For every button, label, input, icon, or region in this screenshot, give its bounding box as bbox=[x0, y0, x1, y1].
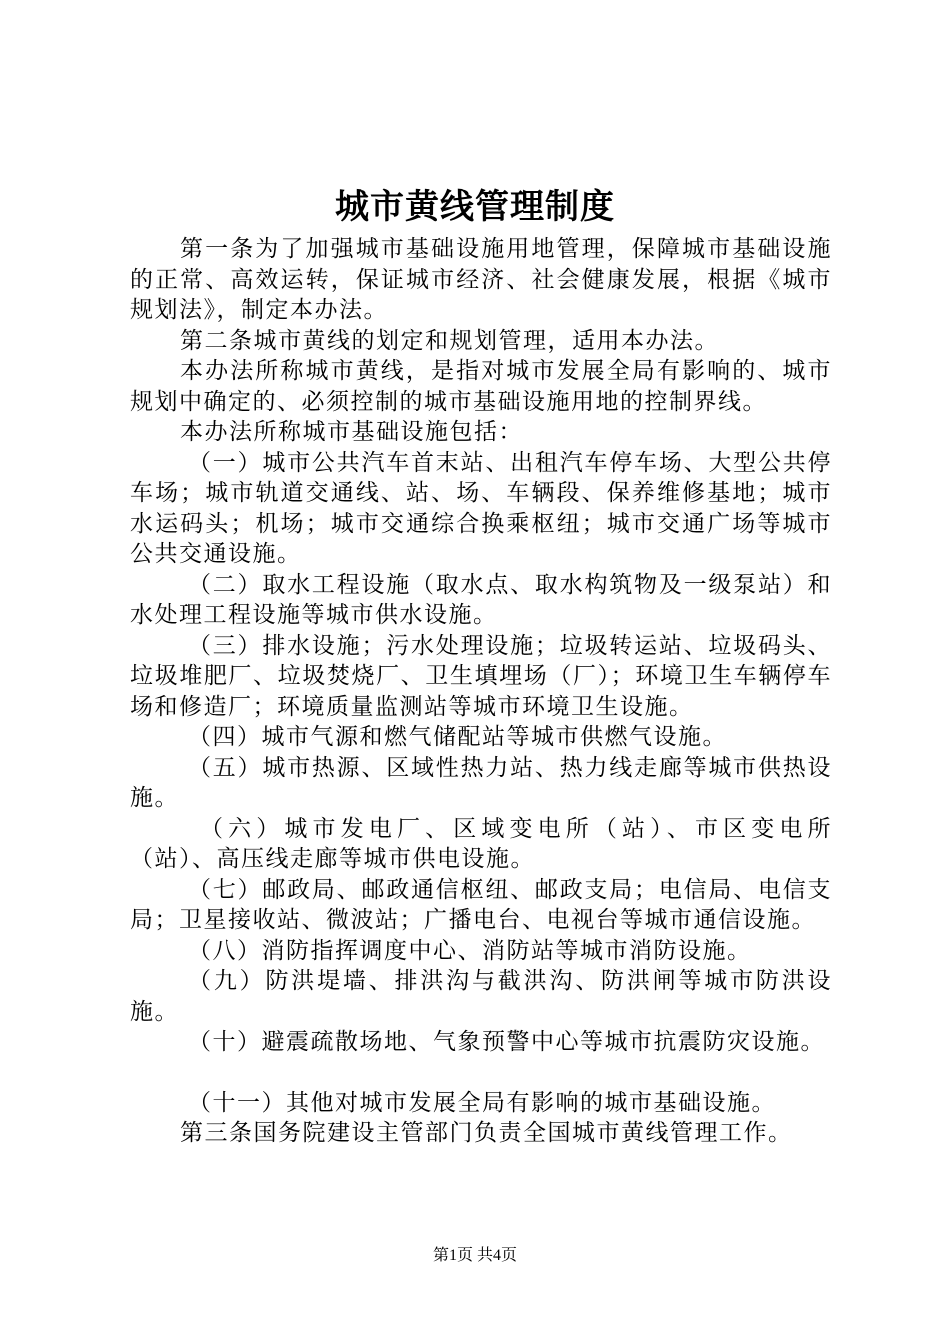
document-body bbox=[130, 234, 832, 1149]
paragraph-article-1: 第一条为了加强城市基础设施用地管理，保障城市基础设施的正常、高效运转，保证城市经济、社会健康发展，根据《城市规划法》，制定本办法。 bbox=[130, 236, 832, 323]
list-item-10: （十）避震疏散场地、气象预警中心等城市抗震防灾设施。 bbox=[188, 1029, 825, 1055]
paragraph-article-3: 第三条国务院建设主管部门负责全国城市黄线管理工作。 bbox=[180, 1120, 793, 1146]
paragraph-infrastructure-intro: 本办法所称城市基础设施包括： bbox=[180, 419, 523, 445]
list-item-3: （三）排水设施；污水处理设施；垃圾转运站、垃圾码头、垃圾堆肥厂、垃圾焚烧厂、卫生填埋场（厂）；环境卫生车辆停车场和修造厂；环境质量监测站等城市环境卫生设施。 bbox=[130, 632, 832, 720]
list-item-2: （二）取水工程设施（取水点、取水构筑物及一级泵站）和水处理工程设施等城市供水设施。 bbox=[130, 571, 832, 628]
list-item-8: （八）消防指挥调度中心、消防站等城市消防设施。 bbox=[188, 937, 752, 964]
list-item-6: （六）城市发电厂、区域变电所（站）、市区变电所（站）、高压线走廊等城市供电设施。 bbox=[130, 815, 832, 872]
paragraph-yellow-line-definition: 本办法所称城市黄线，是指对城市发展全局有影响的、城市规划中确定的、必须控制的城市基础设施用地的控制界线。 bbox=[130, 358, 832, 415]
list-item-11: （十一）其他对城市发展全局有影响的城市基础设施。 bbox=[188, 1089, 776, 1116]
document-title: 城市黄线管理制度 bbox=[335, 187, 615, 227]
page-footer: 第1页 共4页 bbox=[432, 1247, 517, 1264]
list-item-4: （四）城市气源和燃气储配站等城市供燃气设施。 bbox=[188, 724, 727, 750]
paragraph-article-2: 第二条城市黄线的划定和规划管理，适用本办法。 bbox=[180, 327, 719, 354]
list-item-7: （七）邮政局、邮政通信枢纽、邮政支局；电信局、电信支局；卫星接收站、微波站；广播电台、电视台等城市通信设施。 bbox=[130, 876, 832, 933]
list-item-9: （九）防洪堤墙、排洪沟与截洪沟、防洪闸等城市防洪设施。 bbox=[130, 968, 832, 1025]
list-item-1: （一）城市公共汽车首末站、出租汽车停车场、大型公共停车场；城市轨道交通线、站、场、车辆段、保养维修基地；城市水运码头；机场；城市交通综合换乘枢纽；城市交通广场等城市公共交通设施。 bbox=[130, 449, 832, 567]
list-item-5: （五）城市热源、区域性热力站、热力线走廊等城市供热设施。 bbox=[130, 754, 832, 811]
